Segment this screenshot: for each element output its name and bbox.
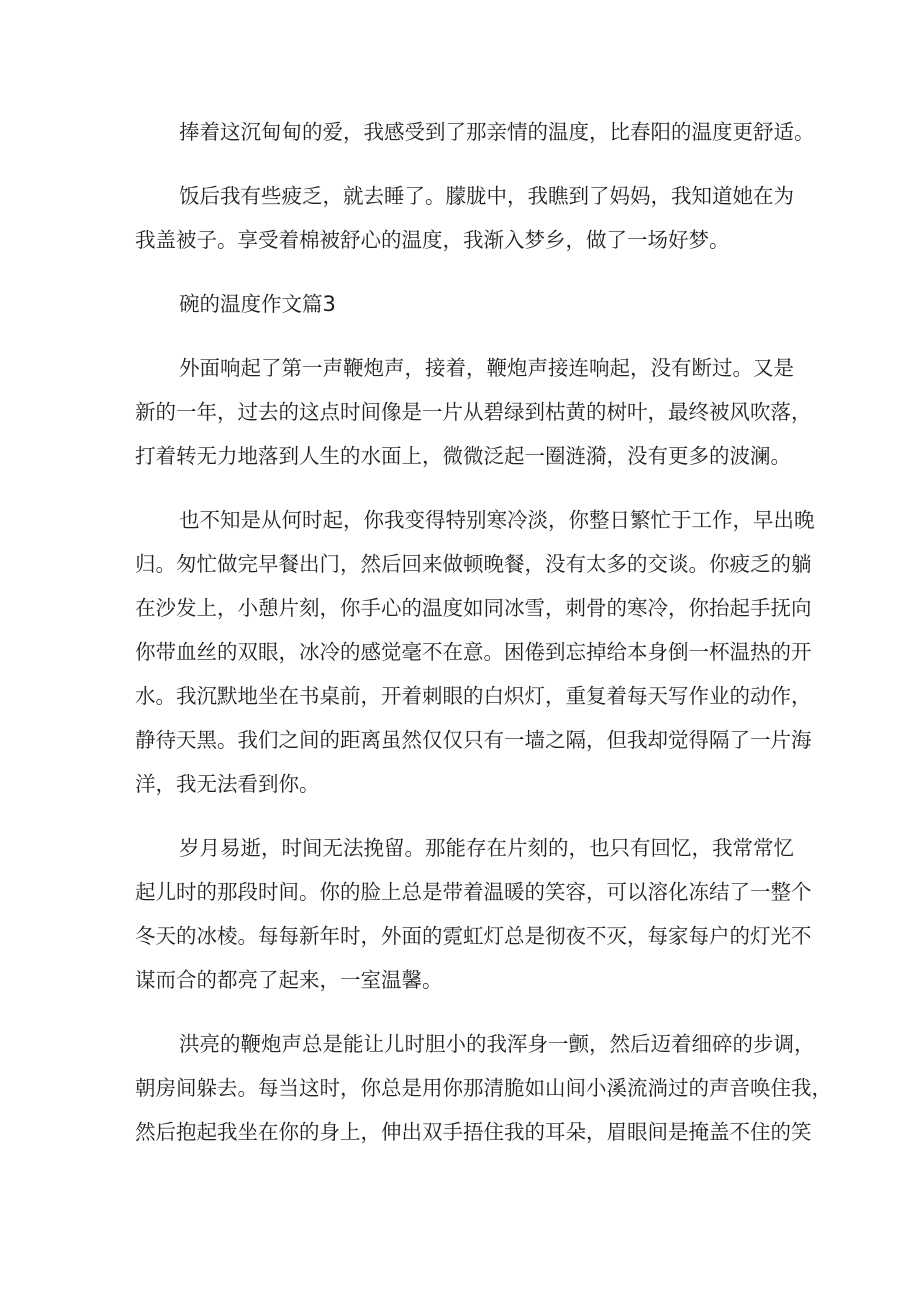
paragraph-2-line-2: 我盖被子。享受着棉被舒心的温度，我渐入梦乡，做了一场好梦。 [135, 228, 730, 252]
paragraph-4-line-3: 在沙发上，小憩片刻，你手心的温度如同冰雪，刺骨的寒冷，你抬起手抚向 [135, 596, 812, 620]
paragraph-3-line-2: 新的一年，过去的这点时间像是一片从碧绿到枯黄的树叶，最终被风吹落， [135, 400, 812, 424]
paragraph-5-line-3: 冬天的冰棱。每每新年时，外面的霓虹灯总是彻夜不灭，每家每户的灯光不 [135, 924, 812, 948]
section-heading-text: 碗的温度作文篇 [179, 292, 323, 316]
paragraph-3-line-3: 打着转无力地落到人生的水面上，微微泛起一圈涟漪，没有更多的波澜。 [135, 444, 791, 468]
paragraph-4-line-5: 水。我沉默地坐在书桌前，开着刺眼的白炽灯，重复着每天写作业的动作， [135, 684, 812, 708]
paragraph-5-line-4: 谋而合的都亮了起来，一室温馨。 [135, 968, 443, 992]
paragraph-4-line-4: 你带血丝的双眼，冰冷的感觉毫不在意。困倦到忘掉给本身倒一杯温热的开 [135, 640, 812, 664]
paragraph-4-line-7: 洋，我无法看到你。 [135, 772, 320, 796]
paragraph-6-line-2: 朝房间躲去。每当这时，你总是用你那清脆如山间小溪流淌过的声音唤住我， [135, 1076, 832, 1100]
paragraph-5-line-2: 起儿时的那段时间。你的脸上总是带着温暖的笑容，可以溶化冻结了一整个 [135, 880, 812, 904]
section-heading-number: 3 [322, 292, 336, 316]
paragraph-1-line-1: 捧着这沉甸甸的爱，我感受到了那亲情的温度，比春阳的温度更舒适。 [179, 120, 815, 144]
paragraph-6-line-3: 然后抱起我坐在你的身上，伸出双手捂住我的耳朵，眉眼间是掩盖不住的笑 [135, 1120, 812, 1144]
paragraph-5-line-1: 岁月易逝，时间无法挽留。那能存在片刻的，也只有回忆，我常常忆 [179, 836, 794, 860]
paragraph-6-line-1: 洪亮的鞭炮声总是能让儿时胆小的我浑身一颤，然后迈着细碎的步调， [179, 1032, 815, 1056]
paragraph-3-line-1: 外面响起了第一声鞭炮声，接着，鞭炮声接连响起，没有断过。又是 [179, 356, 794, 380]
paragraph-4-line-1: 也不知是从何时起，你我变得特别寒冷淡，你整日繁忙于工作，早出晚 [179, 508, 815, 532]
paragraph-4-line-6: 静待天黑。我们之间的距离虽然仅仅只有一墙之隔，但我却觉得隔了一片海 [135, 728, 812, 752]
section-heading [0, 286, 920, 322]
paragraph-2-line-1: 饭后我有些疲乏，就去睡了。朦胧中，我瞧到了妈妈，我知道她在为 [179, 184, 794, 208]
paragraph-4-line-2: 归。匆忙做完早餐出门，然后回来做顿晚餐，没有太多的交谈。你疲乏的躺 [135, 552, 812, 576]
